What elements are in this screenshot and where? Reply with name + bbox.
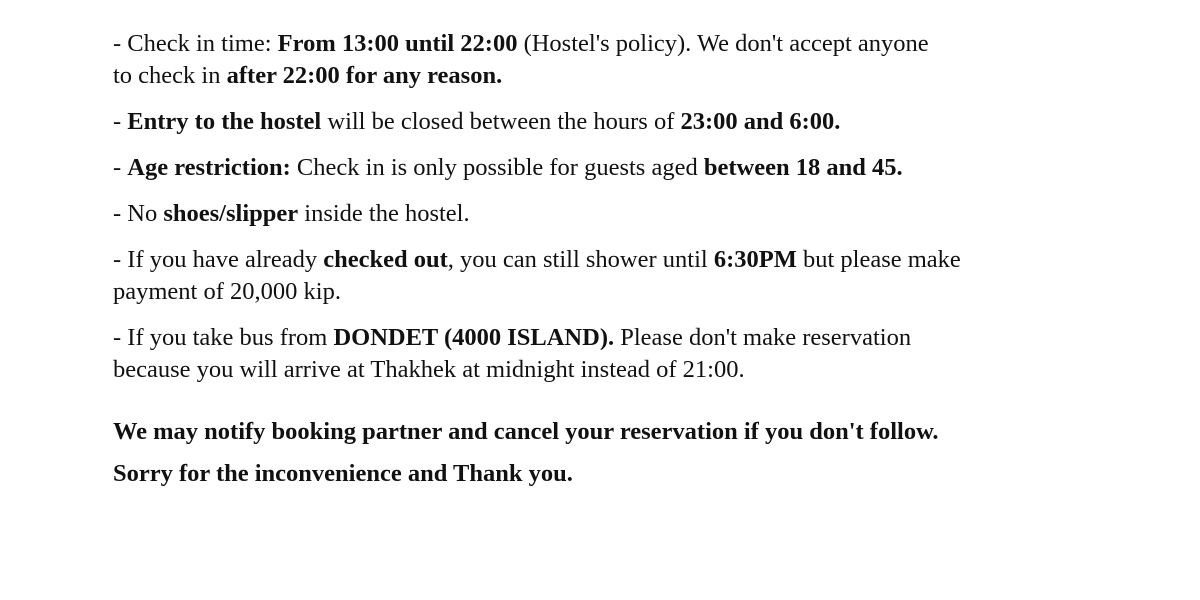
rule-emphasis: Entry to the hostel xyxy=(127,108,322,135)
rule-emphasis: DONDET (4000 ISLAND). xyxy=(333,324,615,351)
rule-item xyxy=(113,244,1073,308)
rule-emphasis: From 13:00 until 22:00 xyxy=(277,30,518,57)
rule-emphasis: after 22:00 for any reason. xyxy=(226,62,503,89)
footer-warning: We may notify booking partner and cancel your reservation if you don't follow. xyxy=(113,418,939,445)
rule-text: , you can still shower until xyxy=(447,246,714,273)
rule-text: because you will arrive at Thakhek at midnight instead of 21:00. xyxy=(113,356,745,383)
rule-text: Please don't make reservation xyxy=(614,324,912,351)
rule-text: - If you have already xyxy=(113,246,324,273)
rule-text: Check in is only possible for guests aged xyxy=(290,154,704,181)
rule-item xyxy=(113,198,1073,230)
rule-emphasis: shoes/slipper xyxy=(163,200,299,227)
rule-text: - xyxy=(113,154,128,181)
rules-list xyxy=(113,28,1073,386)
rule-text: - If you take bus from xyxy=(113,324,334,351)
rule-text: - xyxy=(113,108,128,135)
footer-thanks: Sorry for the inconvenience and Thank you. xyxy=(113,460,573,487)
rule-text: inside the hostel. xyxy=(298,200,470,227)
rule-item xyxy=(113,322,1073,386)
rule-text: - No xyxy=(113,200,164,227)
rule-text: but please make xyxy=(796,246,961,273)
rule-emphasis: Age restriction: xyxy=(127,154,291,181)
rule-emphasis: 6:30PM xyxy=(713,246,797,273)
rule-emphasis: checked out xyxy=(323,246,448,273)
rule-item xyxy=(113,152,1073,184)
rule-text: (Hostel's policy). We don't accept anyone xyxy=(517,30,929,57)
rule-text: payment of 20,000 kip. xyxy=(113,278,341,305)
rule-text: will be closed between the hours of xyxy=(321,108,681,135)
rule-text: - Check in time: xyxy=(113,30,278,57)
rule-emphasis: between 18 and 45. xyxy=(703,154,903,181)
rule-item xyxy=(113,106,1073,138)
notice-footer xyxy=(113,416,1073,490)
rule-item xyxy=(113,28,1073,92)
rule-text: to check in xyxy=(113,62,227,89)
rule-emphasis: 23:00 and 6:00. xyxy=(680,108,841,135)
hostel-rules-notice xyxy=(113,28,1073,500)
